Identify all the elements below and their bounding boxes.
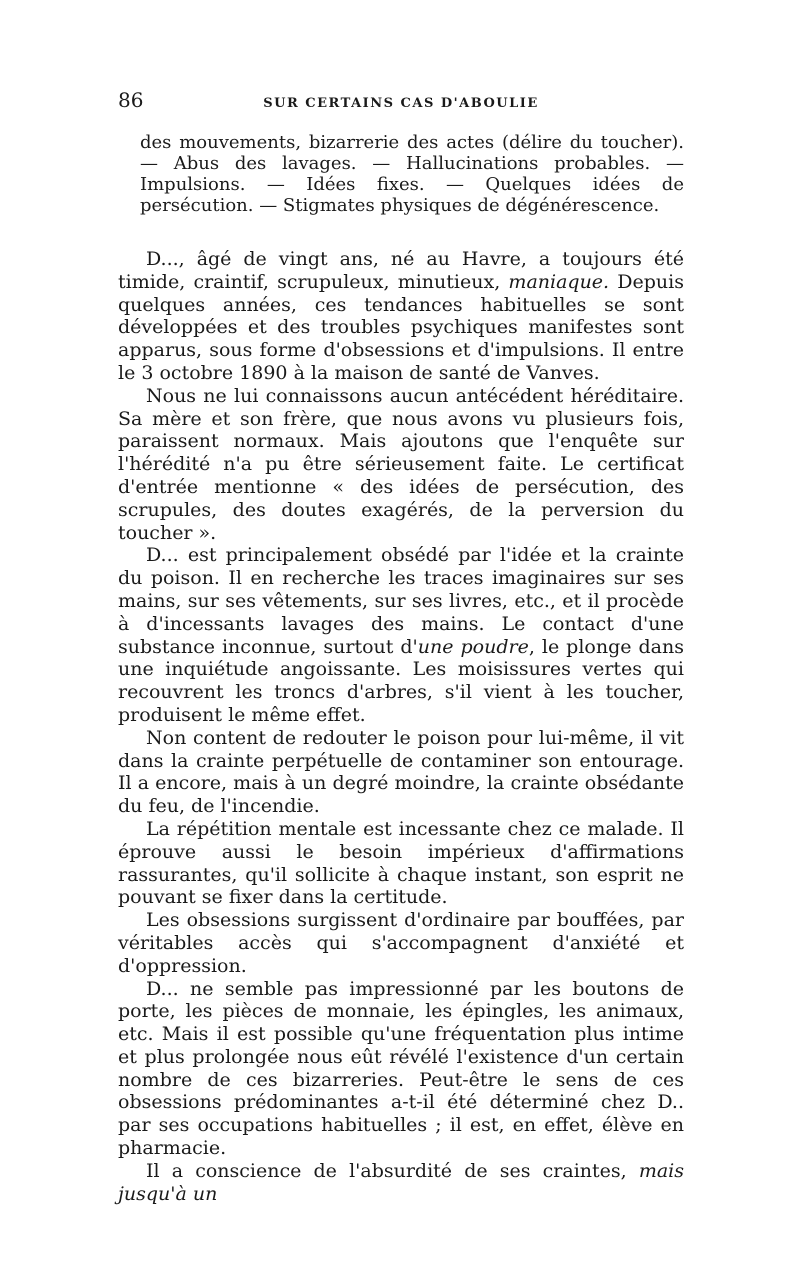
paragraph-2: Nous ne lui connaissons aucun antécédent héréditaire. Sa mère et son frère, que nous avons vu plusieurs fois, paraissent normaux. Mais ajoutons que l'enquête sur l'hérédité n'a pu être sérieusement faite. Le certificat d'entrée mentionne « des idées de persécution, des scrupules, des doutes exagérés, de la perversion du toucher ». <box>118 384 684 544</box>
book-page <box>118 88 684 1205</box>
paragraph-5: La répétition mentale est incessante chez ce malade. Il éprouve aussi le besoin impérieux d'affirmations rassurantes, qu'il sollicite à chaque instant, son esprit ne pouvant se fixer dans la certitude. <box>118 817 684 909</box>
paragraph-1: D..., âgé de vingt ans, né au Havre, a toujours été timide, craintif, scrupuleux, minutieux, maniaque. Depuis quelques années, ces tendances habituelles se sont développées et des troubles psychiques manifestes sont apparus, sous forme d'obsessions et d'impulsions. Il entre le 3 octobre 1890 à la maison de santé de Vanves. <box>118 248 684 384</box>
emphasis: maniaque. <box>508 270 610 293</box>
emphasis: une poudre <box>417 635 529 658</box>
paragraph-4: Non content de redouter le poison pour lui-même, il vit dans la crainte perpétuelle de contaminer son entourage. Il a encore, mais à un degré moindre, la crainte obsédante du feu, de l'incendie. <box>118 726 684 818</box>
paragraph-6: Les obsessions surgissent d'ordinaire par bouffées, par véritables accès qui s'accompagnent d'anxiété et d'oppression. <box>118 909 684 977</box>
paragraph-3: D... est principalement obsédé par l'idée et la crainte du poison. Il en recherche les traces imaginaires sur ses mains, sur ses vêtements, sur ses livres, etc., et il procède à d'incessants lavages des mains. Le contact d'une substance inconnue, surtout d'une poudre, le plonge dans une inquiétude angoissante. Les moisissures vertes qui recouvrent les troncs d'arbres, s'il vient à les toucher, produisent le même effet. <box>118 544 684 726</box>
running-head: SUR CERTAINS CAS D'ABOULIE <box>263 96 539 111</box>
paragraph-7: D... ne semble pas impressionné par les boutons de porte, les pièces de monnaie, les épingles, les animaux, etc. Mais il est possible qu'une fréquentation plus intime et plus prolongée nous eût révélé l'existence d'un certain nombre de ces bizarreries. Peut-être le sens de ces obsessions prédominantes a-t-il été déterminé chez D.. par ses occupations habituelles ; il est, en effet, élève en pharmacie. <box>118 977 684 1160</box>
emphasis: mais jusqu'à un <box>118 1159 684 1205</box>
page-number: 86 <box>118 88 144 112</box>
page-header <box>118 88 684 118</box>
paragraph-8: Il a conscience de l'absurdité de ses craintes, mais jusqu'à un <box>118 1159 684 1205</box>
case-summary: des mouvements, bizarrerie des actes (délire du toucher). — Abus des lavages. — Hallucinations probables. — Impulsions. — Idées fixes. — Quelques idées de persécution. — Stigmates physiques de dégénérescence. <box>140 132 684 216</box>
